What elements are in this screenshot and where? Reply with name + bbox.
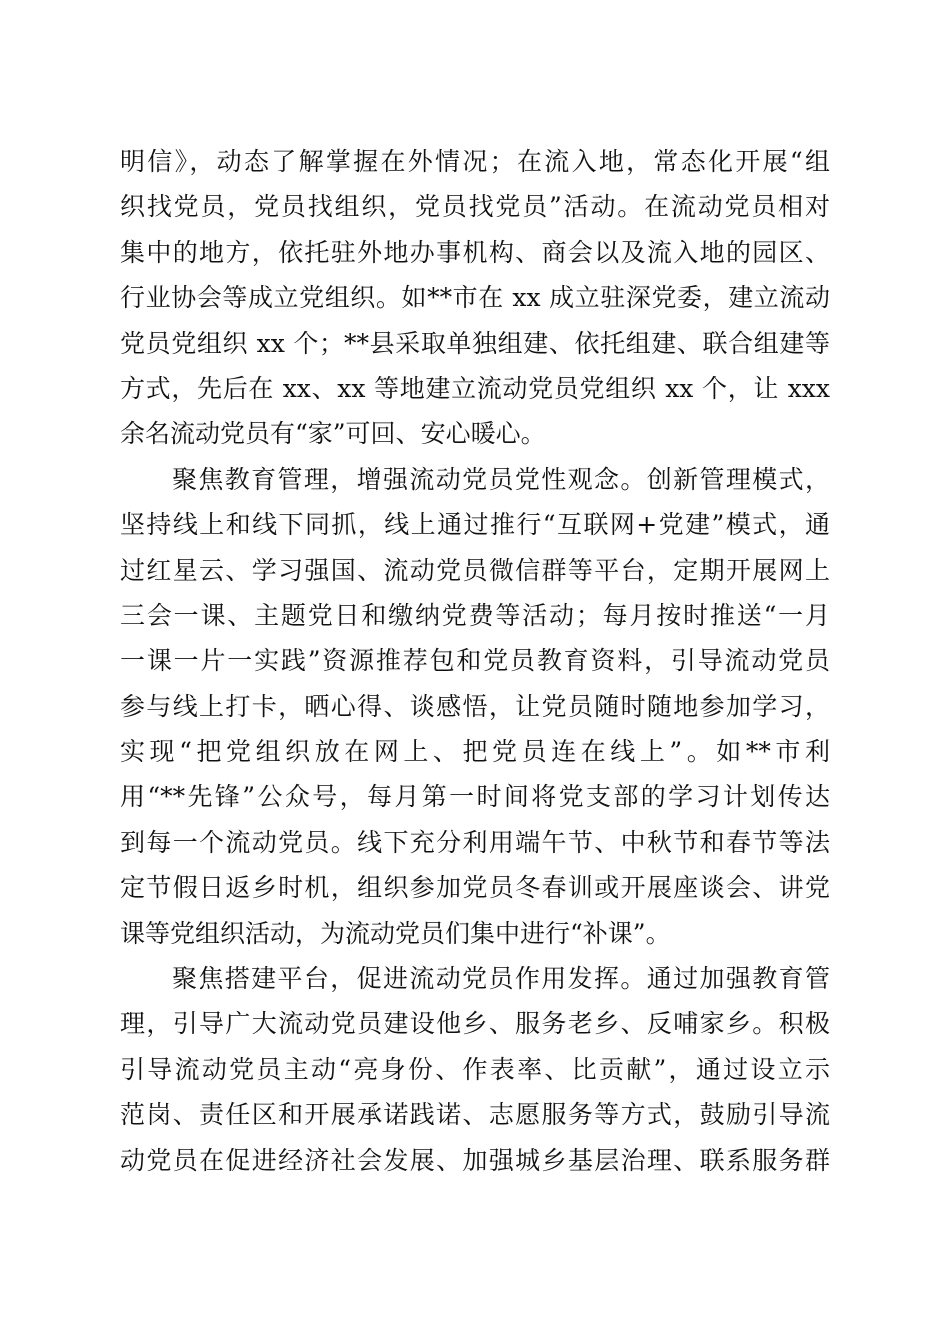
paragraph-line: 聚焦教育管理，增强流动党员党性观念。创新管理模式， <box>172 464 830 494</box>
paragraph-3 <box>120 956 830 1183</box>
paragraph-line: 理，引导广大流动党员建设他乡、服务老乡、反哺家乡。积极 <box>120 1009 830 1039</box>
paragraph-line: 范岗、责任区和开展承诺践诺、志愿服务等方式，鼓励引导流 <box>120 1100 830 1130</box>
document-body <box>120 139 830 1183</box>
paragraph-line: 实现“把党组织放在网上、把党员连在线上”。如**市利 <box>120 737 830 767</box>
paragraph-line: 集中的地方，依托驻外地办事机构、商会以及流入地的园区、 <box>120 237 830 267</box>
paragraph-line: 过红星云、学习强国、流动党员微信群等平台，定期开展网上 <box>120 555 830 585</box>
paragraph-line: 定节假日返乡时机，组织参加党员冬春训或开展座谈会、讲党 <box>120 873 830 903</box>
paragraph-line: 聚焦搭建平台，促进流动党员作用发挥。通过加强教育管 <box>172 964 830 994</box>
paragraph-line: 动党员在促进经济社会发展、加强城乡基层治理、联系服务群 <box>120 1145 830 1175</box>
paragraph-line: 用“**先锋”公众号，每月第一时间将党支部的学习计划传达 <box>120 782 830 812</box>
paragraph-line: 引导流动党员主动“亮身份、作表率、比贡献”，通过设立示 <box>120 1054 830 1084</box>
paragraph-1 <box>120 139 830 457</box>
paragraph-line: 余名流动党员有“家”可回、安心暖心。 <box>120 419 546 449</box>
paragraph-line: 明信》，动态了解掌握在外情况；在流入地，常态化开展“组 <box>120 147 830 176</box>
paragraph-line: 参与线上打卡，晒心得、谈感悟，让党员随时随地参加学习， <box>120 691 830 721</box>
paragraph-line: 坚持线上和线下同抓，线上通过推行“互联网+党建”模式，通 <box>120 510 830 540</box>
paragraph-line: 方式，先后在 xx、xx 等地建立流动党员党组织 xx 个，让 xxx <box>120 373 830 403</box>
paragraph-2 <box>120 457 830 956</box>
paragraph-line: 党员党组织 xx 个；**县采取单独组建、依托组建、联合组建等 <box>120 328 830 358</box>
paragraph-line: 三会一课、主题党日和缴纳党费等活动；每月按时推送“一月 <box>120 600 830 630</box>
paragraph-line: 一课一片一实践”资源推荐包和党员教育资料，引导流动党员 <box>120 646 830 676</box>
paragraph-line: 课等党组织活动，为流动党员们集中进行“补课”。 <box>120 918 671 948</box>
paragraph-line: 到每一个流动党员。线下充分利用端午节、中秋节和春节等法 <box>120 827 830 857</box>
paragraph-line: 行业协会等成立党组织。如**市在 xx 成立驻深党委，建立流动 <box>120 283 830 313</box>
paragraph-line: 织找党员，党员找组织，党员找党员”活动。在流动党员相对 <box>120 192 830 222</box>
